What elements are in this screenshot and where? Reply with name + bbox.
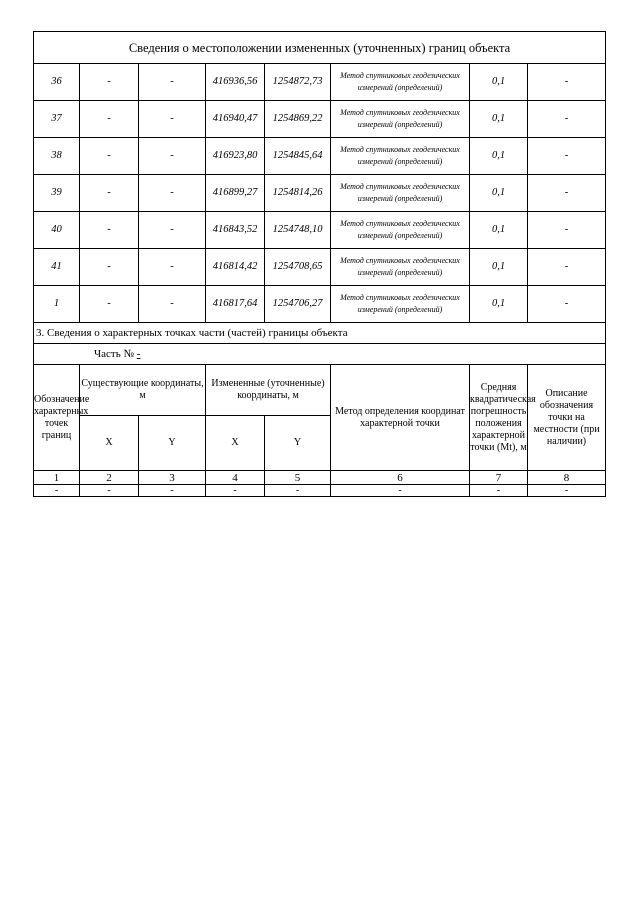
header-changed-y: Y <box>265 416 331 471</box>
column-number: 4 <box>206 471 265 485</box>
changed-x: 416940,47 <box>206 101 265 138</box>
part-value: - <box>136 348 141 360</box>
changed-y: 1254872,73 <box>265 64 331 101</box>
header-designation: Обозначение характерных точек границ <box>34 365 80 471</box>
method-cell: Метод спутниковых геодезических измерений (определений) <box>331 286 470 323</box>
section-3-title: 3. Сведения о характерных точках части (частей) границы объекта <box>34 323 606 344</box>
empty-cell: - <box>34 485 80 497</box>
header-existing: Существующие координаты, м <box>80 365 206 416</box>
existing-x: - <box>80 249 139 286</box>
changed-x: 416936,56 <box>206 64 265 101</box>
description-cell: - <box>528 101 606 138</box>
empty-cell: - <box>470 485 528 497</box>
changed-y: 1254845,64 <box>265 138 331 175</box>
existing-x: - <box>80 212 139 249</box>
header-description: Описание обозначения точки на местности (при наличии) <box>528 365 606 471</box>
method-cell: Метод спутниковых геодезических измерений (определений) <box>331 138 470 175</box>
column-number: 6 <box>331 471 470 485</box>
existing-y: - <box>139 101 206 138</box>
existing-x: - <box>80 64 139 101</box>
point-number: 38 <box>34 138 80 175</box>
changed-x: 416923,80 <box>206 138 265 175</box>
description-cell: - <box>528 138 606 175</box>
point-number: 37 <box>34 101 80 138</box>
existing-x: - <box>80 101 139 138</box>
existing-y: - <box>139 212 206 249</box>
existing-y: - <box>139 138 206 175</box>
changed-y: 1254869,22 <box>265 101 331 138</box>
table-row <box>34 138 606 175</box>
column-number-row <box>34 471 606 485</box>
changed-x: 416843,52 <box>206 212 265 249</box>
column-number: 7 <box>470 471 528 485</box>
existing-y: - <box>139 64 206 101</box>
table-row <box>34 175 606 212</box>
accuracy-cell: 0,1 <box>470 138 528 175</box>
description-cell: - <box>528 212 606 249</box>
header-changed-x: X <box>206 416 265 471</box>
table-row <box>34 101 606 138</box>
point-number: 41 <box>34 249 80 286</box>
existing-x: - <box>80 138 139 175</box>
accuracy-cell: 0,1 <box>470 175 528 212</box>
header-row-1 <box>34 365 606 416</box>
table-row <box>34 249 606 286</box>
description-cell: - <box>528 286 606 323</box>
header-accuracy: Средняя квадратическая погрешность положения характерной точки (Mt), м <box>470 365 528 471</box>
empty-cell: - <box>80 485 139 497</box>
boundary-points-table <box>33 31 606 497</box>
accuracy-cell: 0,1 <box>470 286 528 323</box>
header-changed: Измененные (уточненные) координаты, м <box>206 365 331 416</box>
column-number: 1 <box>34 471 80 485</box>
method-cell: Метод спутниковых геодезических измерений (определений) <box>331 212 470 249</box>
point-number: 36 <box>34 64 80 101</box>
point-number: 1 <box>34 286 80 323</box>
part-label: Часть № <box>94 348 134 360</box>
header-existing-y: Y <box>139 416 206 471</box>
existing-y: - <box>139 175 206 212</box>
empty-cell: - <box>528 485 606 497</box>
description-cell: - <box>528 249 606 286</box>
header-method: Метод определения координат характерной точки <box>331 365 470 471</box>
empty-cell: - <box>265 485 331 497</box>
method-cell: Метод спутниковых геодезических измерений (определений) <box>331 249 470 286</box>
table-row <box>34 485 606 497</box>
table-title-row <box>34 32 606 64</box>
accuracy-cell: 0,1 <box>470 249 528 286</box>
existing-x: - <box>80 175 139 212</box>
changed-x: 416899,27 <box>206 175 265 212</box>
method-cell: Метод спутниковых геодезических измерений (определений) <box>331 101 470 138</box>
method-cell: Метод спутниковых геодезических измерений (определений) <box>331 175 470 212</box>
header-existing-x: X <box>80 416 139 471</box>
point-number: 40 <box>34 212 80 249</box>
changed-x: 416817,64 <box>206 286 265 323</box>
column-number: 2 <box>80 471 139 485</box>
column-number: 8 <box>528 471 606 485</box>
section-3-row <box>34 323 606 344</box>
accuracy-cell: 0,1 <box>470 212 528 249</box>
existing-y: - <box>139 249 206 286</box>
description-cell: - <box>528 175 606 212</box>
accuracy-cell: 0,1 <box>470 101 528 138</box>
table-row <box>34 212 606 249</box>
empty-cell: - <box>139 485 206 497</box>
changed-x: 416814,42 <box>206 249 265 286</box>
point-number: 39 <box>34 175 80 212</box>
accuracy-cell: 0,1 <box>470 64 528 101</box>
changed-y: 1254706,27 <box>265 286 331 323</box>
empty-cell: - <box>206 485 265 497</box>
column-number: 5 <box>265 471 331 485</box>
table-title: Сведения о местоположении измененных (уточненных) границ объекта <box>34 32 606 64</box>
method-cell: Метод спутниковых геодезических измерений (определений) <box>331 64 470 101</box>
table-row <box>34 286 606 323</box>
existing-y: - <box>139 286 206 323</box>
table-row <box>34 64 606 101</box>
empty-cell: - <box>331 485 470 497</box>
description-cell: - <box>528 64 606 101</box>
existing-x: - <box>80 286 139 323</box>
part-row <box>34 344 606 365</box>
part-cell <box>34 344 606 365</box>
changed-y: 1254748,10 <box>265 212 331 249</box>
changed-y: 1254708,65 <box>265 249 331 286</box>
changed-y: 1254814,26 <box>265 175 331 212</box>
column-number: 3 <box>139 471 206 485</box>
